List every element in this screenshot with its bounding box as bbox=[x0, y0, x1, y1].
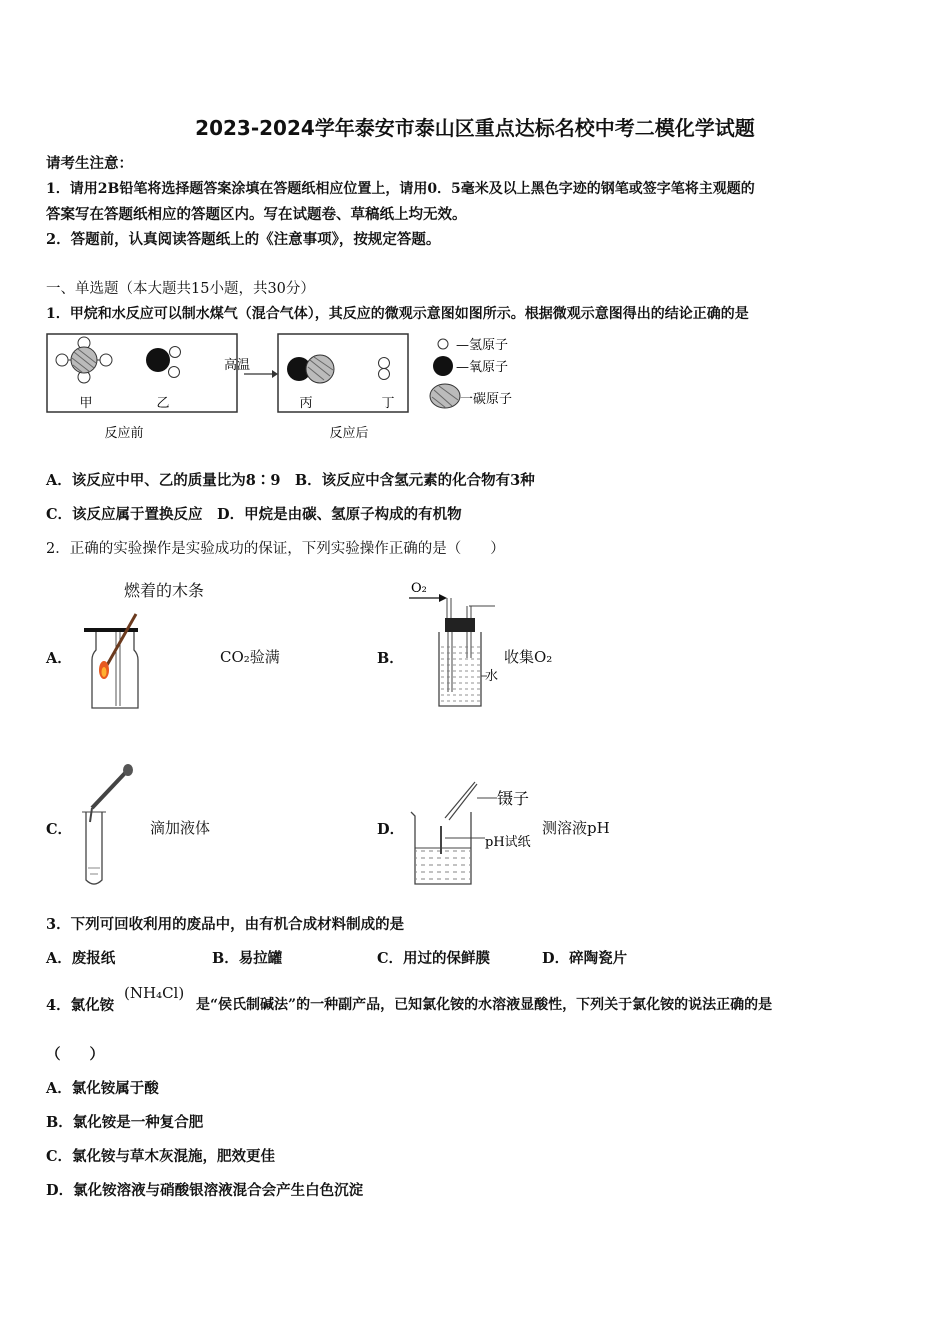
notice-line-2: 2．答题前，认真阅读答题纸上的《注意事项》，按规定答题。 bbox=[46, 231, 441, 248]
legend-h: —氢原子 bbox=[456, 338, 509, 353]
water-molecule bbox=[146, 347, 181, 378]
legend-h-icon bbox=[438, 339, 448, 349]
legend-o: —氧原子 bbox=[456, 360, 509, 375]
q4-stem-a: 4．氯化铵 bbox=[46, 997, 115, 1014]
label-bing: 丙 bbox=[299, 396, 313, 411]
q2-c-caption: 滴加液体 bbox=[150, 819, 211, 837]
co-molecule bbox=[287, 355, 334, 383]
q2-a-caption: CO₂验满 bbox=[220, 648, 280, 666]
q4-stem-b: 是“侯氏制碱法”的一种副产品，已知氯化铵的水溶液显酸性，下列关于氯化铵的说法正确的是 bbox=[196, 997, 773, 1013]
q2-c-letter: C． bbox=[46, 821, 73, 838]
legend-o-icon bbox=[433, 356, 453, 376]
h2-molecule bbox=[379, 358, 390, 380]
q2-a-letter: A． bbox=[46, 650, 72, 667]
co2-bottle-figure bbox=[80, 610, 160, 710]
notice-line-1b: 答案写在答题纸相应的答题区内。写在试题卷、草稿纸上均无效。 bbox=[46, 206, 467, 223]
q4-formula: (NH₄Cl) bbox=[124, 984, 185, 1002]
methane-molecule bbox=[56, 337, 112, 383]
q2-d-paper: pH试纸 bbox=[485, 835, 531, 850]
q3-option-c: C．用过的保鲜膜 bbox=[377, 950, 491, 967]
label-jia: 甲 bbox=[79, 396, 93, 411]
label-ding: 丁 bbox=[381, 396, 395, 411]
q2-b-water: 水 bbox=[485, 669, 499, 684]
q2-b-letter: B． bbox=[377, 650, 404, 667]
q2-d-caption: 测溶液pH bbox=[542, 819, 610, 837]
q1-stem: 1．甲烷和水反应可以制水煤气（混合气体），其反应的微观示意图如图所示。根据微观示意图得出的结论正确的是 bbox=[46, 306, 749, 322]
q4-option-d: D．氯化铵溶液与硝酸银溶液混合会产生白色沉淀 bbox=[46, 1182, 364, 1199]
label-before: 反应前 bbox=[104, 426, 144, 441]
o2-collection-figure bbox=[405, 578, 515, 708]
q4-option-b: B．氯化铵是一种复合肥 bbox=[46, 1114, 204, 1131]
page-title: 2023-2024学年泰安市泰山区重点达标名校中考二模化学试题 bbox=[195, 116, 755, 140]
q3-option-d: D．碎陶瓷片 bbox=[542, 950, 628, 967]
dropper-figure bbox=[78, 762, 148, 887]
section-heading: 一、单选题（本大题共15小题，共30分） bbox=[46, 281, 315, 297]
q3-option-b: B．易拉罐 bbox=[212, 950, 283, 967]
q4-paren: （ ） bbox=[46, 1046, 104, 1063]
q4-option-c: C．氯化铵与草木灰混施，肥效更佳 bbox=[46, 1148, 276, 1165]
q1-reaction-diagram bbox=[46, 330, 546, 445]
q2-b-caption: 收集O₂ bbox=[504, 648, 553, 666]
q4-option-a: A．氯化铵属于酸 bbox=[46, 1080, 159, 1097]
q3-stem: 3．下列可回收利用的废品中，由有机合成材料制成的是 bbox=[46, 916, 405, 933]
label-condition: 高温 bbox=[224, 358, 251, 373]
notice-heading: 请考生注意： bbox=[46, 155, 133, 172]
q2-d-tweezers: 镊子 bbox=[497, 789, 530, 808]
legend-c-icon bbox=[430, 384, 460, 408]
q1-options-cd: C．该反应属于置换反应 D．甲烷是由碳、氢原子构成的有机物 bbox=[46, 506, 462, 523]
q3-option-a: A．废报纸 bbox=[46, 950, 116, 967]
q2-stem: 2．正确的实验操作是实验成功的保证，下列实验操作正确的是（ ） bbox=[46, 541, 505, 557]
notice-line-1: 1．请用2B铅笔将选择题答案涂填在答题纸相应位置上，请用0．5毫米及以上黑色字迹的钢笔或签字笔将主观题的 bbox=[46, 181, 755, 197]
q2-d-letter: D． bbox=[377, 821, 405, 838]
q2-b-o2: O₂ bbox=[411, 581, 427, 596]
ph-test-figure bbox=[405, 778, 565, 888]
q2-a-top-label: 燃着的木条 bbox=[124, 581, 205, 600]
legend-c: 一碳原子 bbox=[460, 392, 513, 407]
label-after: 反应后 bbox=[329, 426, 369, 441]
q1-options-ab: A．该反应中甲、乙的质量比为8∶9 B．该反应中含氢元素的化合物有3种 bbox=[46, 472, 535, 489]
label-yi: 乙 bbox=[156, 396, 170, 411]
